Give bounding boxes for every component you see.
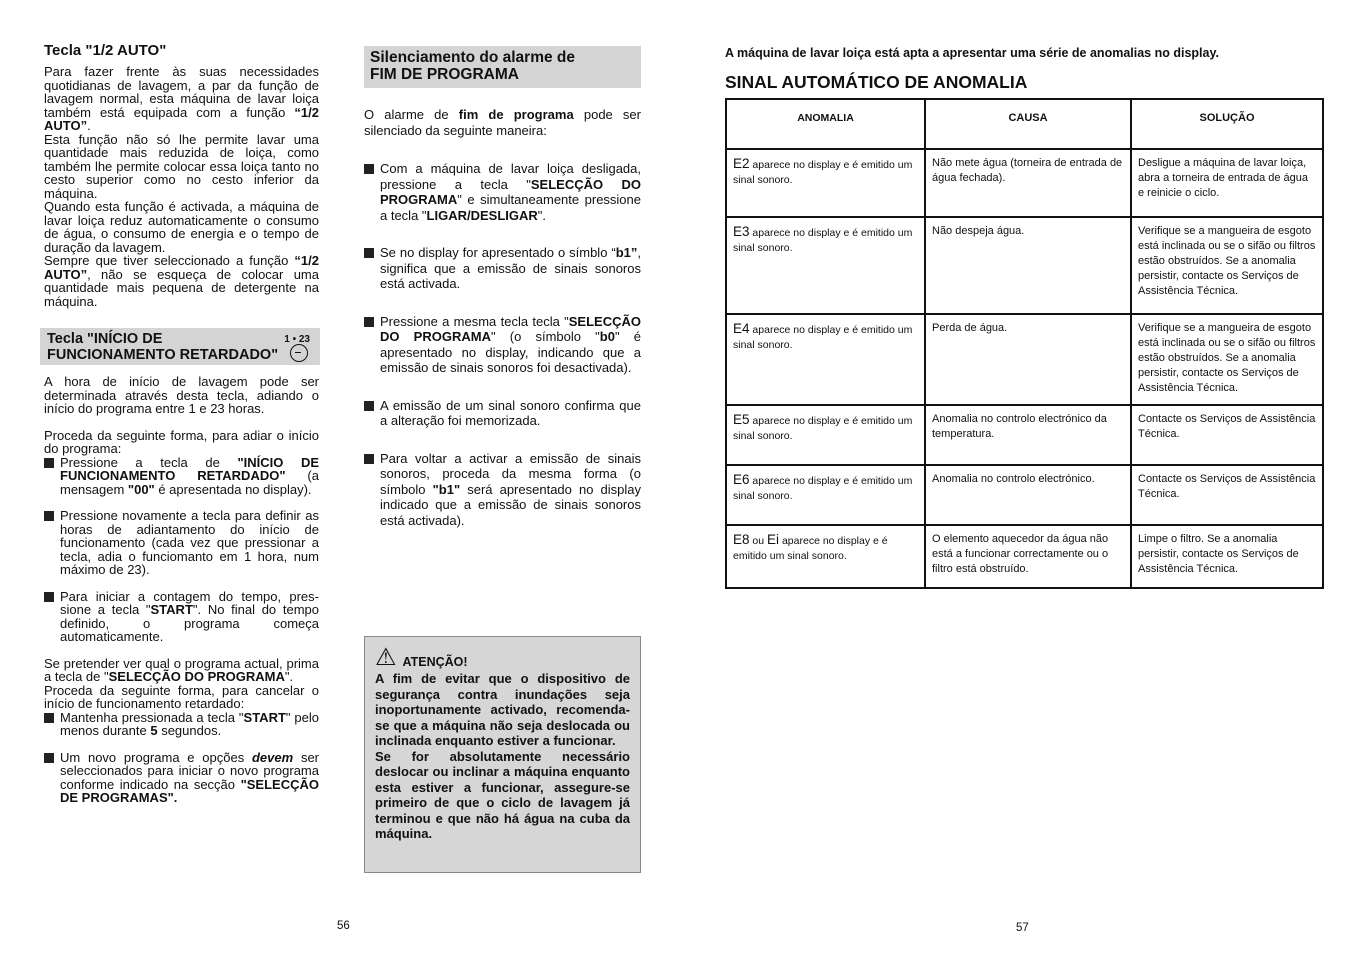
cause-cell: Perda de água. [924, 313, 1130, 404]
half-auto-paragraph [44, 65, 319, 308]
text: pode ser silenciado da seguinte maneira: [364, 107, 641, 138]
table-row [727, 313, 1322, 404]
anomaly-cell [727, 313, 924, 404]
table-header-row [727, 100, 1322, 148]
text: Sempre que tiver seleccionado a função [44, 253, 295, 268]
text: é apresentada no display). [154, 481, 312, 497]
text-bold: fim de programa [458, 107, 574, 122]
left-column [44, 42, 319, 818]
list-item [44, 456, 319, 497]
anomaly-cell [727, 216, 924, 313]
column-header-causa: CAUSA [924, 100, 1130, 148]
text: ". [284, 669, 294, 684]
anomaly-title: SINAL AUTOMÁTICO DE ANOMALIA [725, 72, 1028, 92]
heading-line: Tecla "INÍCIO DE [47, 331, 163, 347]
warning-box [364, 636, 641, 873]
list-item [44, 751, 319, 805]
text-bold: "SELECÇÃO DE PROGRAMAS". [60, 776, 319, 805]
text: . [87, 118, 91, 133]
error-code: E4 [733, 321, 750, 336]
text: , significa que a emissão de sinais sonoros está activada. [380, 245, 641, 291]
text-bold: "b1" [432, 481, 461, 497]
cause-cell: O elemento aquecedor da água não está a funcionar correctamente ou o filtro está obstruído. [924, 524, 1130, 587]
text: Se for absolutamente necessário deslocar ou inclinar a máquina enquanto esta estiver a funcionar, assegure-se primeiro de que o ciclo de lavagem já terminou e que não há água na cuba da máquina. [375, 748, 630, 841]
anomaly-desc: aparece no display e é emitido um sinal sonoro. [733, 159, 913, 186]
text-bold: START [243, 709, 286, 725]
list-item [44, 590, 319, 644]
delay-steps-intro: Proceda da seguinte forma, para adiar o início do programa: [44, 427, 319, 456]
text: ". [537, 207, 546, 223]
text: , não se esqueça de colocar uma quantidade mais pequena de detergente na máquina. [44, 266, 319, 309]
text-bold: "00" [127, 481, 155, 497]
right-column [725, 42, 1323, 589]
list-item [364, 245, 641, 292]
text-bold: b0 [599, 329, 615, 344]
list-item [364, 314, 641, 376]
anomaly-desc: aparece no display e é emitido um sinal sonoro. [733, 324, 913, 351]
delay-intro: A hora de início de lavagem pode ser determinada através desta tecla, adiando o início do programa entre 1 e 23 horas. [44, 374, 319, 416]
error-code: E8 [733, 532, 750, 547]
heading-line: FIM DE PROGRAMA [370, 66, 519, 83]
text: Se no display for apresentado o símblo “ [380, 245, 616, 260]
page-number-right: 57 [1016, 922, 1029, 934]
text: Para fazer frente às suas necessidades quotidianas de lavagem, a par da função de lavagem normal, esta máquina de lavar loiça também está equipada com a função [44, 64, 319, 120]
anomaly-cell [727, 524, 924, 587]
text: O alarme de [364, 107, 459, 122]
warning-triangle-icon: ⚠ [375, 644, 397, 671]
cause-cell: Anomalia no controlo electrónico. [924, 464, 1130, 524]
middle-column [364, 46, 641, 550]
list-item: A emissão de um sinal sonoro confirma que a alteração foi memorizada. [364, 398, 641, 429]
delayed-start-heading [40, 328, 320, 365]
column-header-anomalia: ANOMALIA [797, 112, 854, 124]
error-code: E3 [733, 224, 750, 239]
text: Se pretender ver qual o programa actual, prima a tecla de " [44, 655, 319, 684]
anomaly-desc: aparece no display e é emitido um sinal sonoro. [733, 415, 913, 442]
anomaly-desc: aparece no display e é emitido um sinal sonoro. [733, 475, 913, 502]
list-item: Pressione novamente a tecla para definir as horas de adiantamento do início de funcionamento (cada vez que pressionar a tecla, adia o funciomanto em 1 hora, num máximo de 23). [44, 509, 319, 577]
warning-title-text: ATENÇÃO! [402, 655, 468, 669]
alarm-silence-intro [364, 107, 641, 139]
text-bold: SELECÇÃO DO PROGRAMA [108, 669, 285, 684]
column-header-solucao: SOLUÇÃO [1130, 100, 1322, 148]
text: Para voltar a activar a emissão de sinais sonoros, proceda da mesma forma (o símbolo [380, 450, 641, 497]
text: será apresentado no display indicado que a emissão de sinais sonoros está activada). [380, 481, 641, 528]
anomaly-table [725, 98, 1324, 589]
text: ". No final do tempo definido, o programa começa automaticamente. [60, 602, 320, 644]
text: segundos. [157, 723, 222, 738]
alarm-steps-list [364, 161, 641, 528]
timer-range-label: 1 • 23 [284, 334, 310, 345]
cause-cell: Anomalia no controlo electrónico da temperatura. [924, 404, 1130, 464]
cause-cell: Não mete água (torneira de entrada de água fechada). [924, 148, 1130, 216]
anomaly-desc: aparece no display e é emitido um sinal sonoro. [733, 227, 913, 254]
text-bold: SELECÇÃO DO PROGRAMA [380, 176, 642, 207]
solution-cell: Limpe o filtro. Se a anomalia persistir, contacte os Serviços de Assistência Técnica. [1130, 524, 1322, 587]
solution-cell: Contacte os Serviços de Assistência Técnica. [1130, 404, 1322, 464]
warning-text [375, 671, 630, 842]
solution-cell: Desligue a máquina de lavar loiça, abra a torneira de entrada de água e reinicie o ciclo. [1130, 148, 1322, 216]
solution-cell: Verifique se a mangueira de esgoto está inclinada ou se o sifão ou filtros estão obstruídos. Se a anomalia persistir, contacte os Serviços de Assistência Técnica. [1130, 216, 1322, 313]
current-program-paragraph [44, 657, 319, 684]
table-row [727, 216, 1322, 313]
text: Um novo programa e opções [60, 749, 252, 765]
anomaly-cell [727, 464, 924, 524]
text: " e simultaneamente pressione a tecla " [380, 192, 641, 223]
error-code: E5 [733, 412, 750, 427]
text: Mantenha pressionada a tecla " [60, 709, 244, 725]
text-bold: b1” [615, 245, 638, 260]
warning-title [375, 644, 630, 671]
text-bold: "INÍCIO DE FUNCIONAMENTO RETARDADO" [60, 454, 320, 483]
text-bold-italic: devem [251, 749, 294, 765]
list-item [44, 711, 319, 738]
text: A fim de evitar que o dispositivo de segurança contra inundações seja inoportunamente activado, recomenda-se que a máquina não seja deslocada ou inclinada enquanto estiver a funcionar. [375, 671, 630, 748]
table-row [727, 404, 1322, 464]
text-bold: SELECÇÃO DO PROGRAMA [380, 313, 641, 344]
table-row [727, 148, 1322, 216]
delay-steps-list [44, 456, 319, 644]
heading-line: Silenciamento do alarme de [370, 49, 576, 66]
cancel-intro: Proceda da seguinte forma, para cancelar o início de funcionamento retardado: [44, 682, 319, 711]
text-bold: 5 [150, 723, 158, 738]
page-number-left: 56 [337, 920, 350, 932]
alarm-silence-heading [364, 46, 641, 88]
anomaly-cell [727, 404, 924, 464]
text: " pelo menos durante [60, 709, 319, 738]
table-row [727, 524, 1322, 587]
anomaly-desc: aparece no display e é emitido um sinal sonoro. [733, 535, 888, 562]
text: " (o símbolo " [490, 329, 600, 344]
text-bold: “1/2 AUTO” [44, 253, 319, 282]
error-code: E2 [733, 156, 750, 171]
anomaly-or: ou [749, 535, 768, 547]
text: (a mensagem [60, 468, 319, 497]
text: Pressione a mesma tecla tecla " [380, 313, 569, 329]
text: Esta função não só lhe permite lavar uma quantidade mais reduzida de loiça, como também lhe permite colocar essa loiça tanto no cesto superior como no cesto inferior da máquina. [44, 131, 319, 201]
solution-cell: Contacte os Serviços de Assistência Técnica. [1130, 464, 1322, 524]
error-code: E6 [733, 472, 750, 487]
text-bold: “1/2 AUTO” [44, 104, 319, 133]
text: Com a máquina de lavar loiça desligada, pressione a tecla " [380, 161, 641, 192]
text: Quando esta função é activada, a máquina de lavar loiça reduz automaticamente o consumo de água, o consumo de energia e o tempo de duração da lavagem. [44, 199, 319, 255]
list-item [364, 451, 641, 529]
text: ser seleccionados para iniciar o novo programa conforme indicado na secção [60, 749, 320, 792]
text: Para iniciar a contagem do tempo, pres- sione a tecla " [60, 588, 319, 617]
text-bold: LIGAR/DESLIGAR [426, 207, 538, 223]
heading-line: FUNCIONAMENTO RETARDADO" [47, 347, 279, 363]
table-row [727, 464, 1322, 524]
solution-cell: Verifique se a mangueira de esgoto está inclinada ou se o sifão ou filtros estão obstruídos. Se a anomalia persistir, contacte os Serviços de Assistência Técnica. [1130, 313, 1322, 404]
anomaly-intro: A máquina de lavar loiça está apta a apresentar uma série de anomalias no display. [725, 46, 1219, 60]
list-item [364, 161, 641, 223]
anomaly-cell [727, 148, 924, 216]
clock-icon [290, 344, 308, 362]
cause-cell: Não despeja água. [924, 216, 1130, 313]
error-code-alt: Ei [767, 532, 780, 547]
text: Pressione a tecla de [60, 454, 238, 470]
text-bold: START [150, 602, 193, 617]
text: " é apresentado no display, indicando que a emissão de sinais sonoros foi desactivada). [380, 329, 641, 375]
section-title-half-auto: Tecla "1/2 AUTO" [44, 42, 167, 59]
cancel-steps-list [44, 711, 319, 805]
